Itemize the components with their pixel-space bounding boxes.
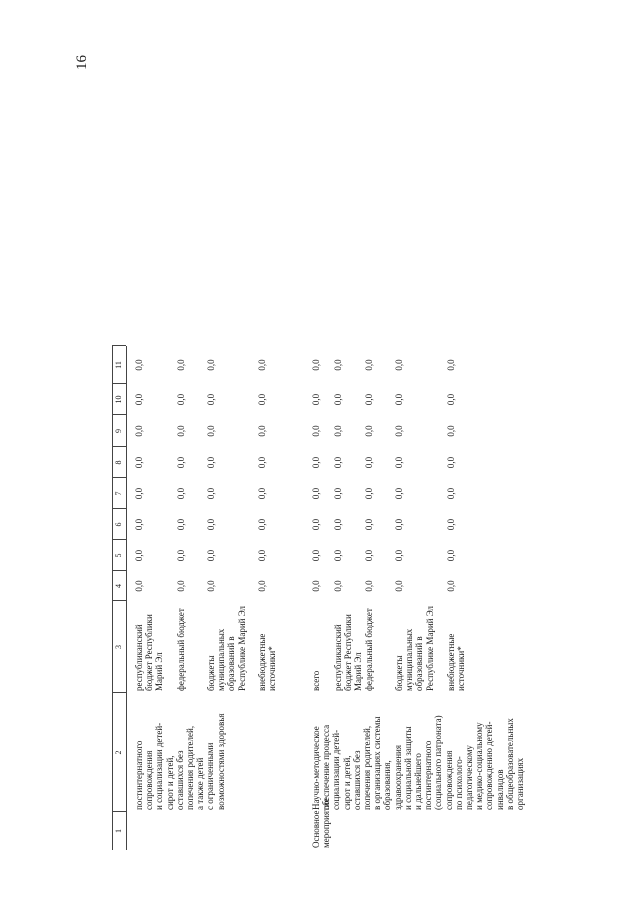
- event-description: и дальнейшего: [413, 753, 423, 810]
- column-header: 10: [114, 395, 123, 404]
- funding-value: 0,0: [333, 518, 343, 531]
- event-description: сирот и детей,: [164, 755, 175, 810]
- funding-value: 0,0: [134, 359, 144, 371]
- event-description: сопровождению детей-: [484, 721, 495, 810]
- funding-value: 0,0: [311, 518, 321, 531]
- funding-value: 0,0: [333, 359, 343, 371]
- funding-value: 0,0: [176, 359, 186, 371]
- funding-value: 0,0: [333, 425, 343, 437]
- funding-source: Республике Марий Эл: [236, 605, 247, 691]
- budget-table: [112, 30, 528, 850]
- page-number: 16: [74, 55, 90, 70]
- column-header: 3: [114, 645, 123, 649]
- funding-value: 0,0: [333, 393, 343, 406]
- event-description: организациях: [515, 757, 525, 810]
- funding-value: 0,0: [176, 393, 186, 406]
- funding-value: 0,0: [176, 549, 186, 562]
- funding-source: Марий Эл: [154, 652, 165, 691]
- funding-value: 0,0: [134, 425, 144, 437]
- funding-source: всего: [311, 670, 321, 691]
- funding-source: источники*: [456, 646, 467, 691]
- funding-source: Марий Эл: [353, 652, 364, 691]
- funding-source: бюджеты: [394, 655, 404, 691]
- funding-value: 0,0: [364, 549, 374, 562]
- event-description: педагогическому: [464, 745, 474, 810]
- funding-value: 0,0: [446, 549, 456, 562]
- event-description: инвалидов: [494, 769, 505, 810]
- funding-value: 0,0: [394, 580, 404, 592]
- funding-value: 0,0: [364, 425, 374, 437]
- column-header: 4: [114, 584, 123, 588]
- funding-value: 0,0: [333, 549, 343, 562]
- funding-value: 0,0: [394, 456, 404, 469]
- event-description: в общеобразовательных: [504, 718, 515, 810]
- column-header: 8: [114, 460, 123, 465]
- funding-value: 0,0: [446, 580, 456, 592]
- funding-source: внебюджетные: [446, 633, 456, 691]
- funding-value: 0,0: [446, 456, 456, 469]
- funding-value: 0,0: [364, 393, 374, 406]
- column-header: 11: [114, 361, 123, 369]
- funding-value: 0,0: [364, 487, 374, 500]
- funding-value: 0,0: [446, 425, 456, 437]
- column-header: 1: [114, 829, 123, 833]
- funding-value: 0,0: [176, 580, 186, 592]
- funding-value: 0,0: [206, 456, 216, 469]
- event-description: с ограниченными: [205, 742, 216, 810]
- funding-value: 0,0: [364, 518, 374, 531]
- funding-value: 0,0: [206, 580, 216, 592]
- funding-value: 0,0: [394, 425, 404, 437]
- funding-value: 0,0: [134, 518, 144, 531]
- funding-value: 0,0: [257, 425, 267, 437]
- funding-value: 0,0: [394, 549, 404, 562]
- funding-value: 0,0: [257, 580, 267, 592]
- event-description: обеспечение процесса: [321, 724, 332, 810]
- funding-value: 0,0: [176, 425, 186, 437]
- funding-value: 0,0: [446, 359, 456, 371]
- funding-value: 0,0: [176, 518, 186, 531]
- event-type-label: Основное: [311, 810, 321, 848]
- event-description: сирот и детей,: [341, 755, 352, 810]
- funding-value: 0,0: [311, 580, 321, 592]
- funding-value: 0,0: [364, 580, 374, 592]
- funding-value: 0,0: [311, 549, 321, 562]
- column-header: 5: [114, 553, 123, 558]
- funding-source: образований в: [414, 636, 425, 691]
- funding-value: 0,0: [257, 359, 267, 371]
- event-description: оставшихся без: [174, 750, 185, 810]
- column-header: 7: [114, 491, 123, 496]
- funding-value: 0,0: [311, 456, 321, 469]
- funding-value: 0,0: [394, 487, 404, 500]
- event-description: Научно-методическое: [311, 726, 321, 810]
- funding-source: федеральный бюджет: [176, 608, 186, 691]
- funding-value: 0,0: [176, 487, 186, 500]
- funding-value: 0,0: [257, 393, 267, 406]
- event-description: сопровождения: [443, 750, 454, 810]
- event-description: социализации детей-: [331, 729, 342, 810]
- funding-value: 0,0: [206, 549, 216, 562]
- funding-value: 0,0: [206, 359, 216, 371]
- event-type-label: мероприятие: [321, 798, 332, 848]
- funding-value: 0,0: [446, 487, 456, 500]
- funding-value: 0,0: [134, 393, 144, 406]
- event-description: возможностями здоровья: [215, 713, 226, 810]
- funding-value: 0,0: [206, 518, 216, 531]
- event-description: постинтернатного: [134, 740, 144, 810]
- funding-source: муниципальных: [216, 628, 227, 691]
- funding-source: бюджет Республики: [343, 614, 354, 691]
- funding-source: республиканский: [333, 624, 343, 691]
- funding-value: 0,0: [134, 487, 144, 500]
- funding-value: 0,0: [311, 487, 321, 500]
- event-description: постинтернатного: [423, 740, 434, 810]
- funding-value: 0,0: [333, 580, 343, 592]
- funding-source: муниципальных: [404, 628, 415, 691]
- funding-value: 0,0: [134, 580, 144, 592]
- event-description: и социальной защиты: [402, 726, 413, 810]
- funding-source: республиканский: [134, 624, 144, 691]
- funding-value: 0,0: [257, 549, 267, 562]
- funding-value: 0,0: [364, 359, 374, 371]
- funding-source: Республике Марий Эл: [424, 605, 435, 691]
- funding-source: внебюджетные: [257, 633, 267, 691]
- funding-value: 0,0: [394, 518, 404, 531]
- event-description: в организациях системы: [372, 716, 383, 810]
- event-description: а также детей: [195, 757, 206, 810]
- funding-value: 0,0: [394, 393, 404, 406]
- event-description: и социализации детей-: [154, 722, 165, 810]
- funding-value: 0,0: [333, 487, 343, 500]
- funding-source: образований в: [226, 636, 237, 691]
- funding-value: 0,0: [206, 393, 216, 406]
- column-header: 2: [114, 750, 123, 755]
- funding-value: 0,0: [257, 456, 267, 469]
- funding-value: 0,0: [206, 487, 216, 500]
- funding-value: 0,0: [333, 456, 343, 469]
- funding-value: 0,0: [176, 456, 186, 469]
- column-header: 6: [114, 522, 123, 527]
- funding-source: федеральный бюджет: [364, 608, 374, 691]
- funding-value: 0,0: [311, 425, 321, 437]
- funding-value: 0,0: [134, 549, 144, 562]
- funding-value: 0,0: [206, 425, 216, 437]
- funding-value: 0,0: [257, 518, 267, 531]
- event-description: (социального патроната): [433, 715, 444, 810]
- event-description: образования,: [382, 760, 393, 810]
- funding-source: бюджет Республики: [144, 614, 155, 691]
- header-bottom-rule: [126, 346, 127, 850]
- event-description: попечения родителей,: [362, 725, 372, 810]
- event-description: по психолого-: [453, 756, 464, 810]
- event-description: попечения родителей,: [185, 725, 195, 810]
- event-description: здравоохранения: [392, 744, 403, 810]
- event-description: оставшихся без: [351, 750, 362, 810]
- funding-value: 0,0: [134, 456, 144, 469]
- funding-value: 0,0: [311, 393, 321, 406]
- funding-value: 0,0: [311, 359, 321, 371]
- column-header: 9: [114, 429, 123, 433]
- event-description: и медико-социальному: [474, 722, 485, 810]
- funding-value: 0,0: [257, 487, 267, 500]
- funding-value: 0,0: [446, 393, 456, 406]
- funding-source: источники*: [267, 646, 278, 691]
- funding-value: 0,0: [364, 456, 374, 469]
- funding-value: 0,0: [446, 518, 456, 531]
- funding-value: 0,0: [394, 359, 404, 371]
- event-description: сопровождения: [144, 750, 155, 810]
- funding-source: бюджеты: [206, 655, 216, 691]
